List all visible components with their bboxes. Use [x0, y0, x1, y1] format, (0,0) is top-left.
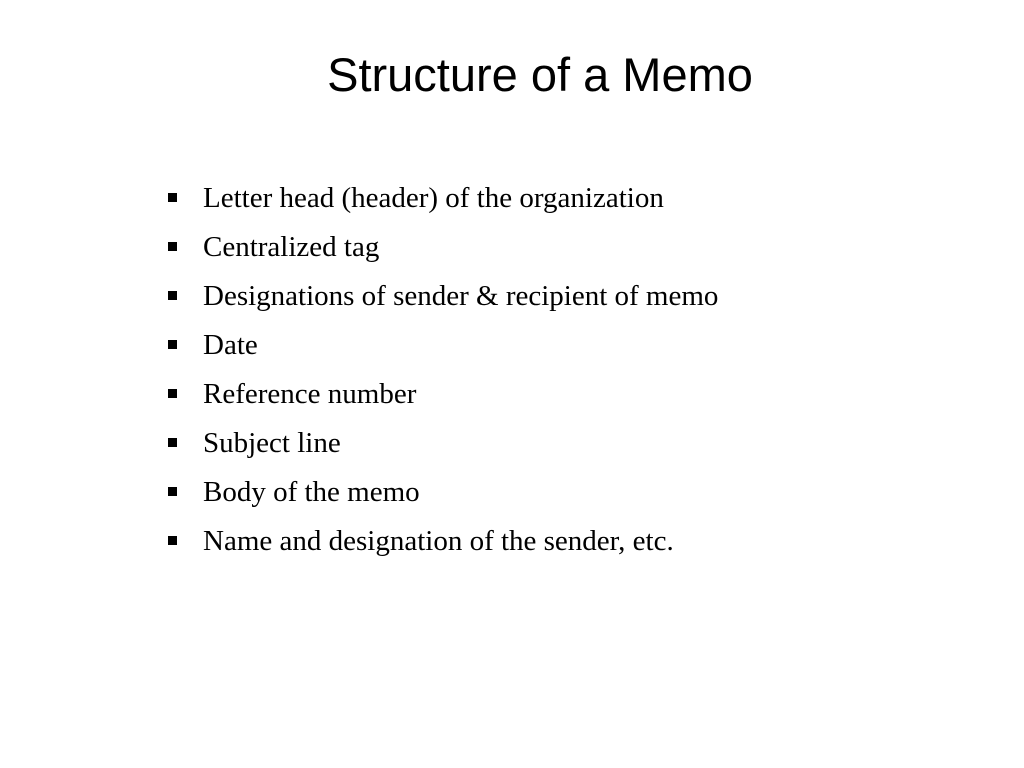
bullet-text: Designations of sender & recipient of memo: [203, 280, 719, 312]
square-bullet-icon: [168, 340, 177, 349]
bullet-text: Date: [203, 329, 258, 361]
bullet-text: Body of the memo: [203, 476, 420, 508]
list-item: [163, 322, 963, 371]
list-item: [163, 224, 963, 273]
list-item: [163, 273, 963, 322]
list-item: [163, 469, 963, 518]
square-bullet-icon: [168, 193, 177, 202]
bullet-text: Centralized tag: [203, 231, 380, 263]
list-item: [163, 175, 963, 224]
list-item: [163, 420, 963, 469]
list-item: [163, 518, 963, 567]
list-item: [163, 371, 963, 420]
square-bullet-icon: [168, 536, 177, 545]
bullet-text: Reference number: [203, 378, 417, 410]
square-bullet-icon: [168, 438, 177, 447]
square-bullet-icon: [168, 242, 177, 251]
bullet-list: [163, 175, 963, 567]
square-bullet-icon: [168, 487, 177, 496]
square-bullet-icon: [168, 291, 177, 300]
bullet-text: Subject line: [203, 427, 341, 459]
bullet-text: Name and designation of the sender, etc.: [203, 525, 674, 557]
slide-title: Structure of a Memo: [327, 48, 753, 101]
bullet-text: Letter head (header) of the organization: [203, 182, 664, 214]
square-bullet-icon: [168, 389, 177, 398]
